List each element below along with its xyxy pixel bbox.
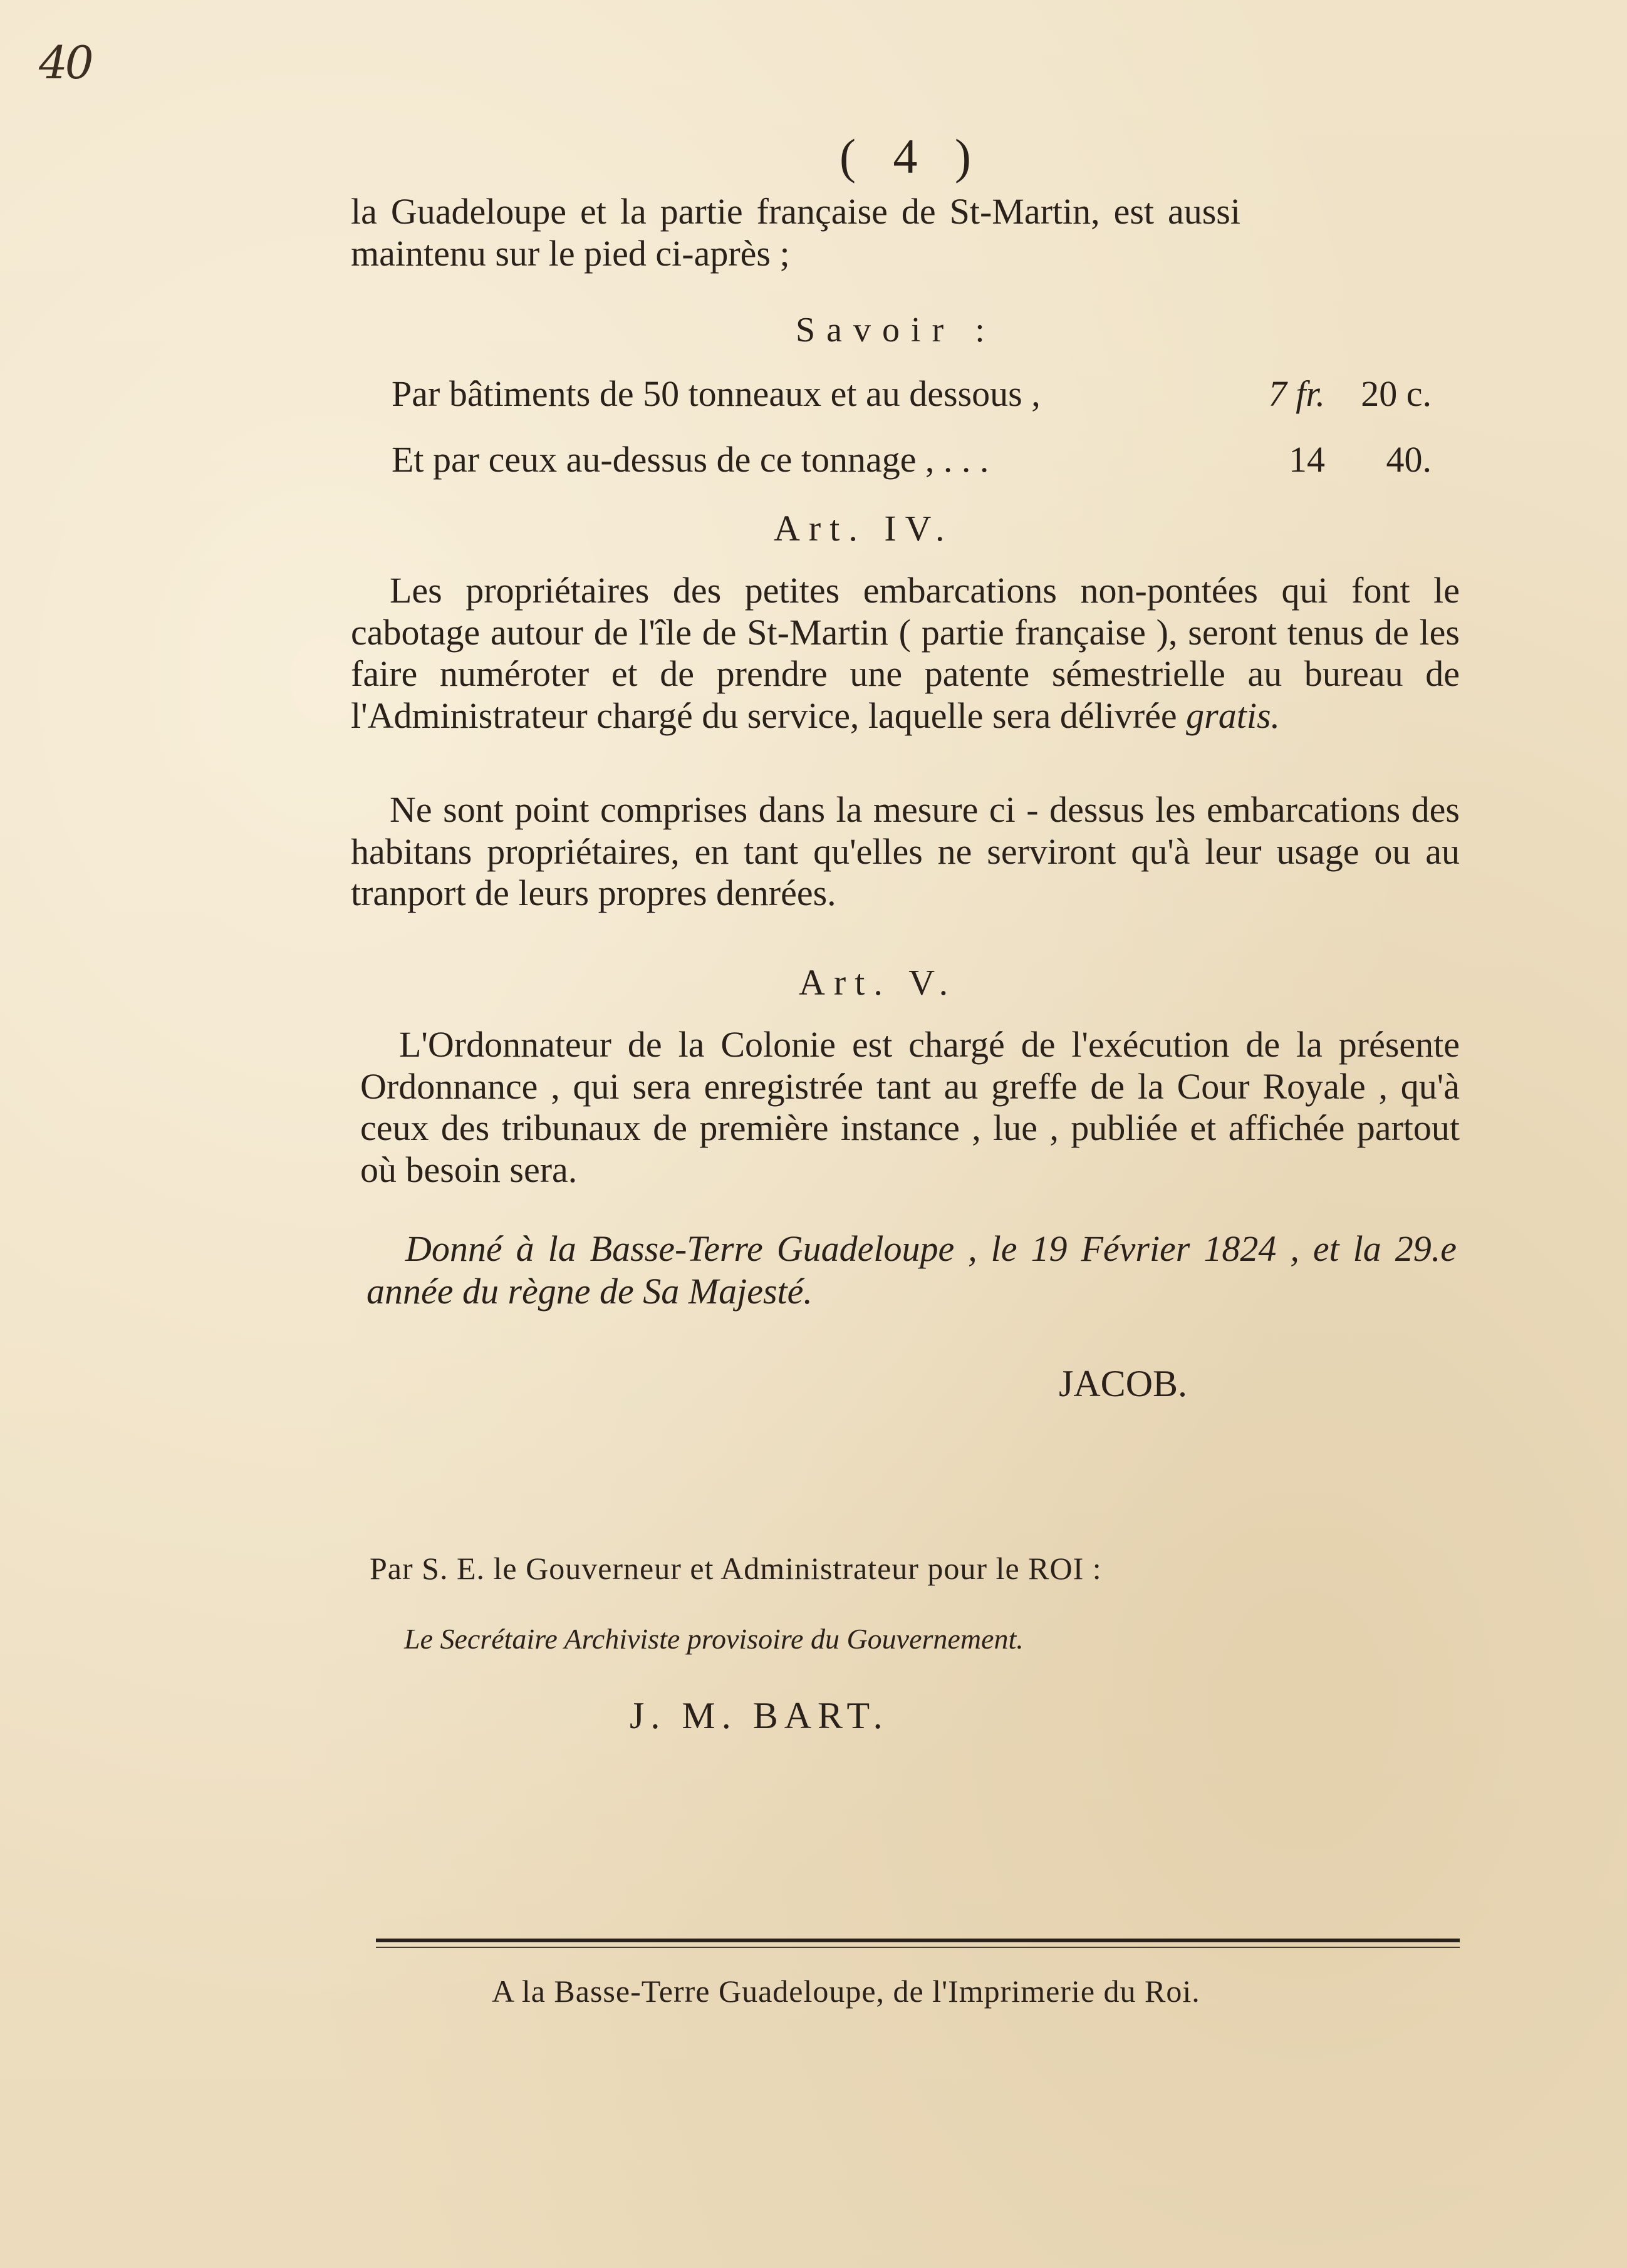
article-iv-paragraph-2: Ne sont point comprises dans la mesure ci - dessus les embarcations des habitans propriétaires, en tant qu'elles ne serviront qu'à leur usage ou au tranport de leurs propres denrées. (351, 789, 1460, 914)
divider-rule-thin (376, 1947, 1460, 1948)
printer-imprint: A la Basse-Terre Guadeloupe, de l'Imprimerie du Roi. (492, 1974, 1200, 2009)
article-iv-paragraph-1 (351, 570, 1460, 737)
countersign-by-line: Par S. E. le Gouverneur et Administrateur pour le ROI : (370, 1551, 1102, 1586)
tariff-centimes: 40. (1386, 439, 1432, 480)
tariff-row (392, 373, 1432, 415)
tariff-francs: 7 fr. (1268, 373, 1325, 414)
page-number: ( 4 ) (839, 129, 984, 184)
handwritten-folio-number: 40 (39, 36, 91, 89)
article-iv-heading: Art. IV. (774, 508, 954, 549)
savoir-heading: Savoir : (796, 311, 996, 350)
tariff-francs: 14 (1289, 439, 1325, 480)
tariff-centimes: 20 c. (1361, 373, 1432, 414)
intro-paragraph: la Guadeloupe et la partie française de St-Martin, est aussi maintenu sur le pied ci-après ; (351, 191, 1240, 274)
signature-jacob: JACOB. (1059, 1363, 1188, 1404)
signature-bart: J. M. BART. (630, 1695, 889, 1736)
tariff-description: Par bâtiments de 50 tonneaux et au dessous , (392, 373, 1041, 414)
article-iv-paragraph-1-text: Les propriétaires des petites embarcations non-pontées qui font le cabotage autour de l'île de St-Martin ( partie française ), seront tenus de les faire numéroter et de prendre une patente sémestrielle au bureau de l'Administrateur chargé du service, laquelle sera délivrée (351, 570, 1460, 737)
date-and-place-line: Donné à la Basse-Terre Guadeloupe , le 19 Février 1824 , et la 29.e année du règne de Sa Majesté. (366, 1228, 1457, 1312)
tariff-row (392, 438, 1432, 480)
gratis-word: gratis. (1186, 695, 1281, 737)
divider-rule-thick (376, 1939, 1460, 1942)
secretary-title: Le Secrétaire Archiviste provisoire du Gouvernement. (404, 1623, 1024, 1655)
tariff-description: Et par ceux au-dessus de ce tonnage , . . . (392, 439, 989, 480)
article-v-heading: Art. V. (799, 962, 957, 1003)
article-v-paragraph: L'Ordonnateur de la Colonie est chargé de l'exécution de la présente Ordonnance , qui sera enregistrée tant au greffe de la Cour Royale , qu'à ceux des tribunaux de première instance , lue , publiée et affichée partout où besoin sera. (360, 1024, 1460, 1191)
